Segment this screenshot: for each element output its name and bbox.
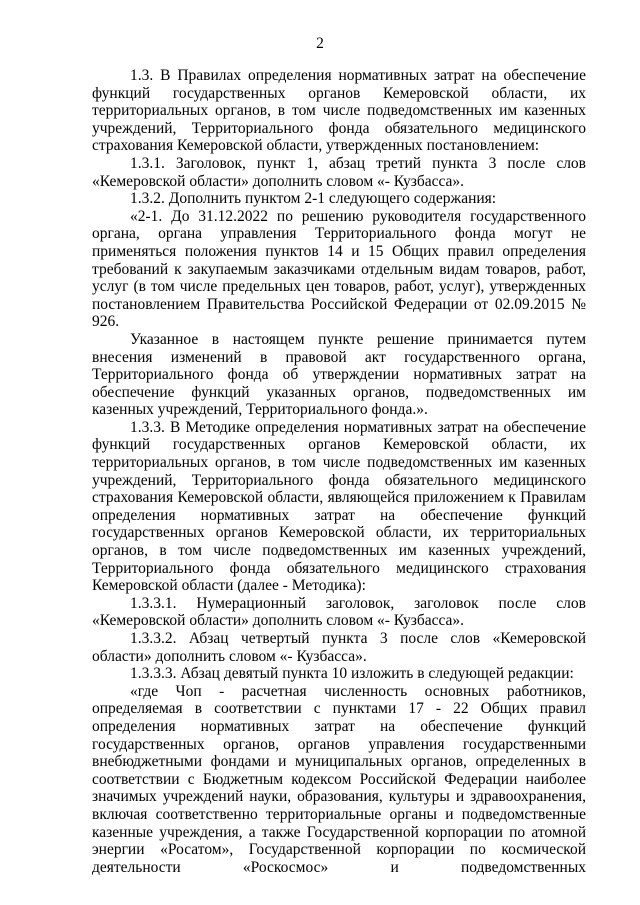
paragraph-1-3-1: 1.3.1. Заголовок, пункт 1, абзац третий пункта 3 после слов «Кемеровской области» дополнить словом «- Кузбасса».: [92, 154, 586, 190]
paragraph-1-3-3: 1.3.3. В Методике определения нормативных затрат на обеспечение функций государственных органов Кемеровской области, их территориальных органов, в том числе подведомственных им казенных учреждений, Территориального фонда обязательного медицинского страхования Кемеровской области, являющейся приложением к Правилам определения нормативных затрат на обеспечение функций государственных органов Кемеровской области, их территориальных органов, в том числе подведомственных им казенных учреждений, Территориального фонда обязательного медицинского страхования Кемеровской области (далее - Методика):: [92, 418, 586, 595]
paragraph-2-1-quote: «2-1. До 31.12.2022 по решению руководителя государственного органа, органа управления Территориального фонда могут не применяться положения пунктов 14 и 15 Общих правил определения требований к закупаемым заказчиками отдельным видам товаров, работ, услуг (в том числе предельных цен товаров, работ, услуг), утвержденных постановлением Правительства Российской Федерации от 02.09.2015 № 926.: [92, 207, 586, 331]
paragraph-1-3-3-1: 1.3.3.1. Нумерационный заголовок, заголовок после слов «Кемеровской области» дополнить словом «- Кузбасса».: [92, 594, 586, 630]
paragraph-decision-note: Указанное в настоящем пункте решение принимается путем внесения изменений в правовой акт государственного органа, Территориального фонда об утверждении нормативных затрат на обеспечение функций указанных органов, подведомственных им казенных учреждений, Территориального фонда.».: [92, 330, 586, 419]
paragraph-1-3: 1.3. В Правилах определения нормативных затрат на обеспечение функций государственных органов Кемеровской области, их территориальных органов, в том числе подведомственных им казенных учреждений, Территориального фонда обязательного медицинского страхования Кемеровской области, утвержденных постановлением:: [92, 67, 586, 155]
paragraph-1-3-3-2: 1.3.3.2. Абзац четвертый пункта 3 после слов «Кемеровской области» дополнить словом «- Кузбасса».: [92, 630, 586, 665]
page-number: 2: [316, 35, 324, 52]
paragraph-chop-definition: «где Чоп - расчетная численность основных работников, определяемая в соответствии с пунктами 17 - 22 Общих правил определения нормативных затрат на обеспечение функций государственных органов, органов управления государственными внебюджетными фондами и муниципальных органов, определенных в соответствии с Бюджетным кодексом Российской Федерации наиболее значимых учреждений науки, образования, культуры и здравоохранения, включая соответственно территориальные органы и подведомственные казенные учреждения, а также Государственной корпорации по атомной энергии «Росатом», Государственной корпорации по космической деятельности «Роскосмос» и подведомственных: [92, 682, 586, 876]
paragraph-1-3-3-3: 1.3.3.3. Абзац девятый пункта 10 изложить в следующей редакции:: [130, 665, 574, 683]
paragraph-1-3-2: 1.3.2. Дополнить пунктом 2-1 следующего содержания:: [130, 190, 497, 208]
document-body: [92, 67, 586, 876]
